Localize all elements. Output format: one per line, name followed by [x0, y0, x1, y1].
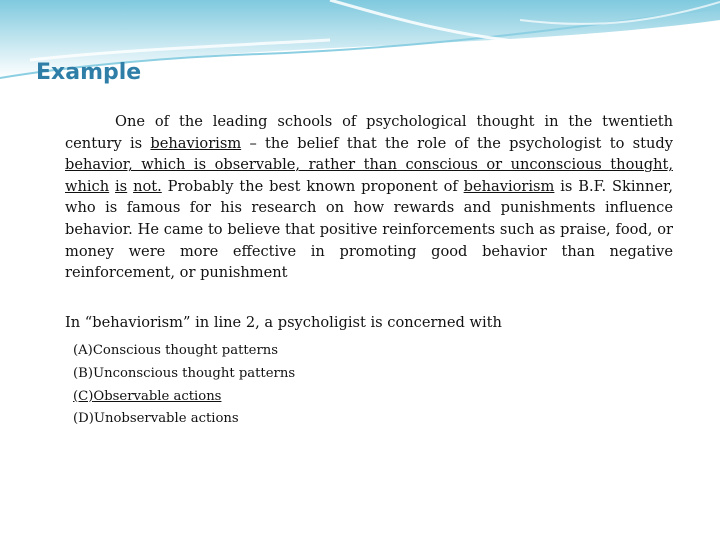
option-text: Observable actions: [93, 388, 222, 404]
passage-text-5: Probably the best known proponent of: [161, 177, 464, 195]
reading-passage: [65, 111, 673, 284]
slide-title: Example: [36, 60, 142, 85]
passage-underline-1: behaviorism: [150, 134, 242, 152]
option-letter: (C): [73, 388, 94, 404]
passage-underline-5: behaviorism: [463, 177, 555, 195]
option-letter: (B): [73, 365, 93, 381]
option-c: [73, 386, 295, 409]
option-text: Unobservable actions: [93, 411, 239, 427]
passage-underline-3: is: [115, 177, 128, 195]
option-text: Conscious thought patterns: [92, 343, 279, 358]
passage-text-6: is B.F. Skinner, who is famous for his research on how rewards and punishments influence behavior. He came to believe that positive reinforcements such as praise, food, or money were more effective in promoting good behavior than negative reinforcement, or punishment: [65, 177, 673, 282]
option-letter: (A): [73, 343, 93, 358]
option-a: [73, 340, 295, 363]
option-text: Unconscious thought patterns: [92, 365, 296, 381]
passage-underline-4: not.: [133, 177, 162, 195]
option-letter: (D): [73, 411, 94, 427]
passage-underline-2: behavior, which is observable, rather than conscious or unconscious thought, which: [65, 156, 673, 195]
question-prompt: In “behaviorism” in line 2, a psycholigist is concerned with: [65, 314, 502, 331]
header-swoosh-decoration: [0, 0, 720, 100]
option-b: [73, 363, 295, 386]
passage-text-2: – the belief that the role of the psychologist to study: [241, 134, 673, 152]
answer-options: [73, 340, 295, 431]
passage-text-1: One of the leading schools of psychological thought in the twentieth century is: [65, 113, 673, 152]
option-d: [73, 408, 295, 431]
